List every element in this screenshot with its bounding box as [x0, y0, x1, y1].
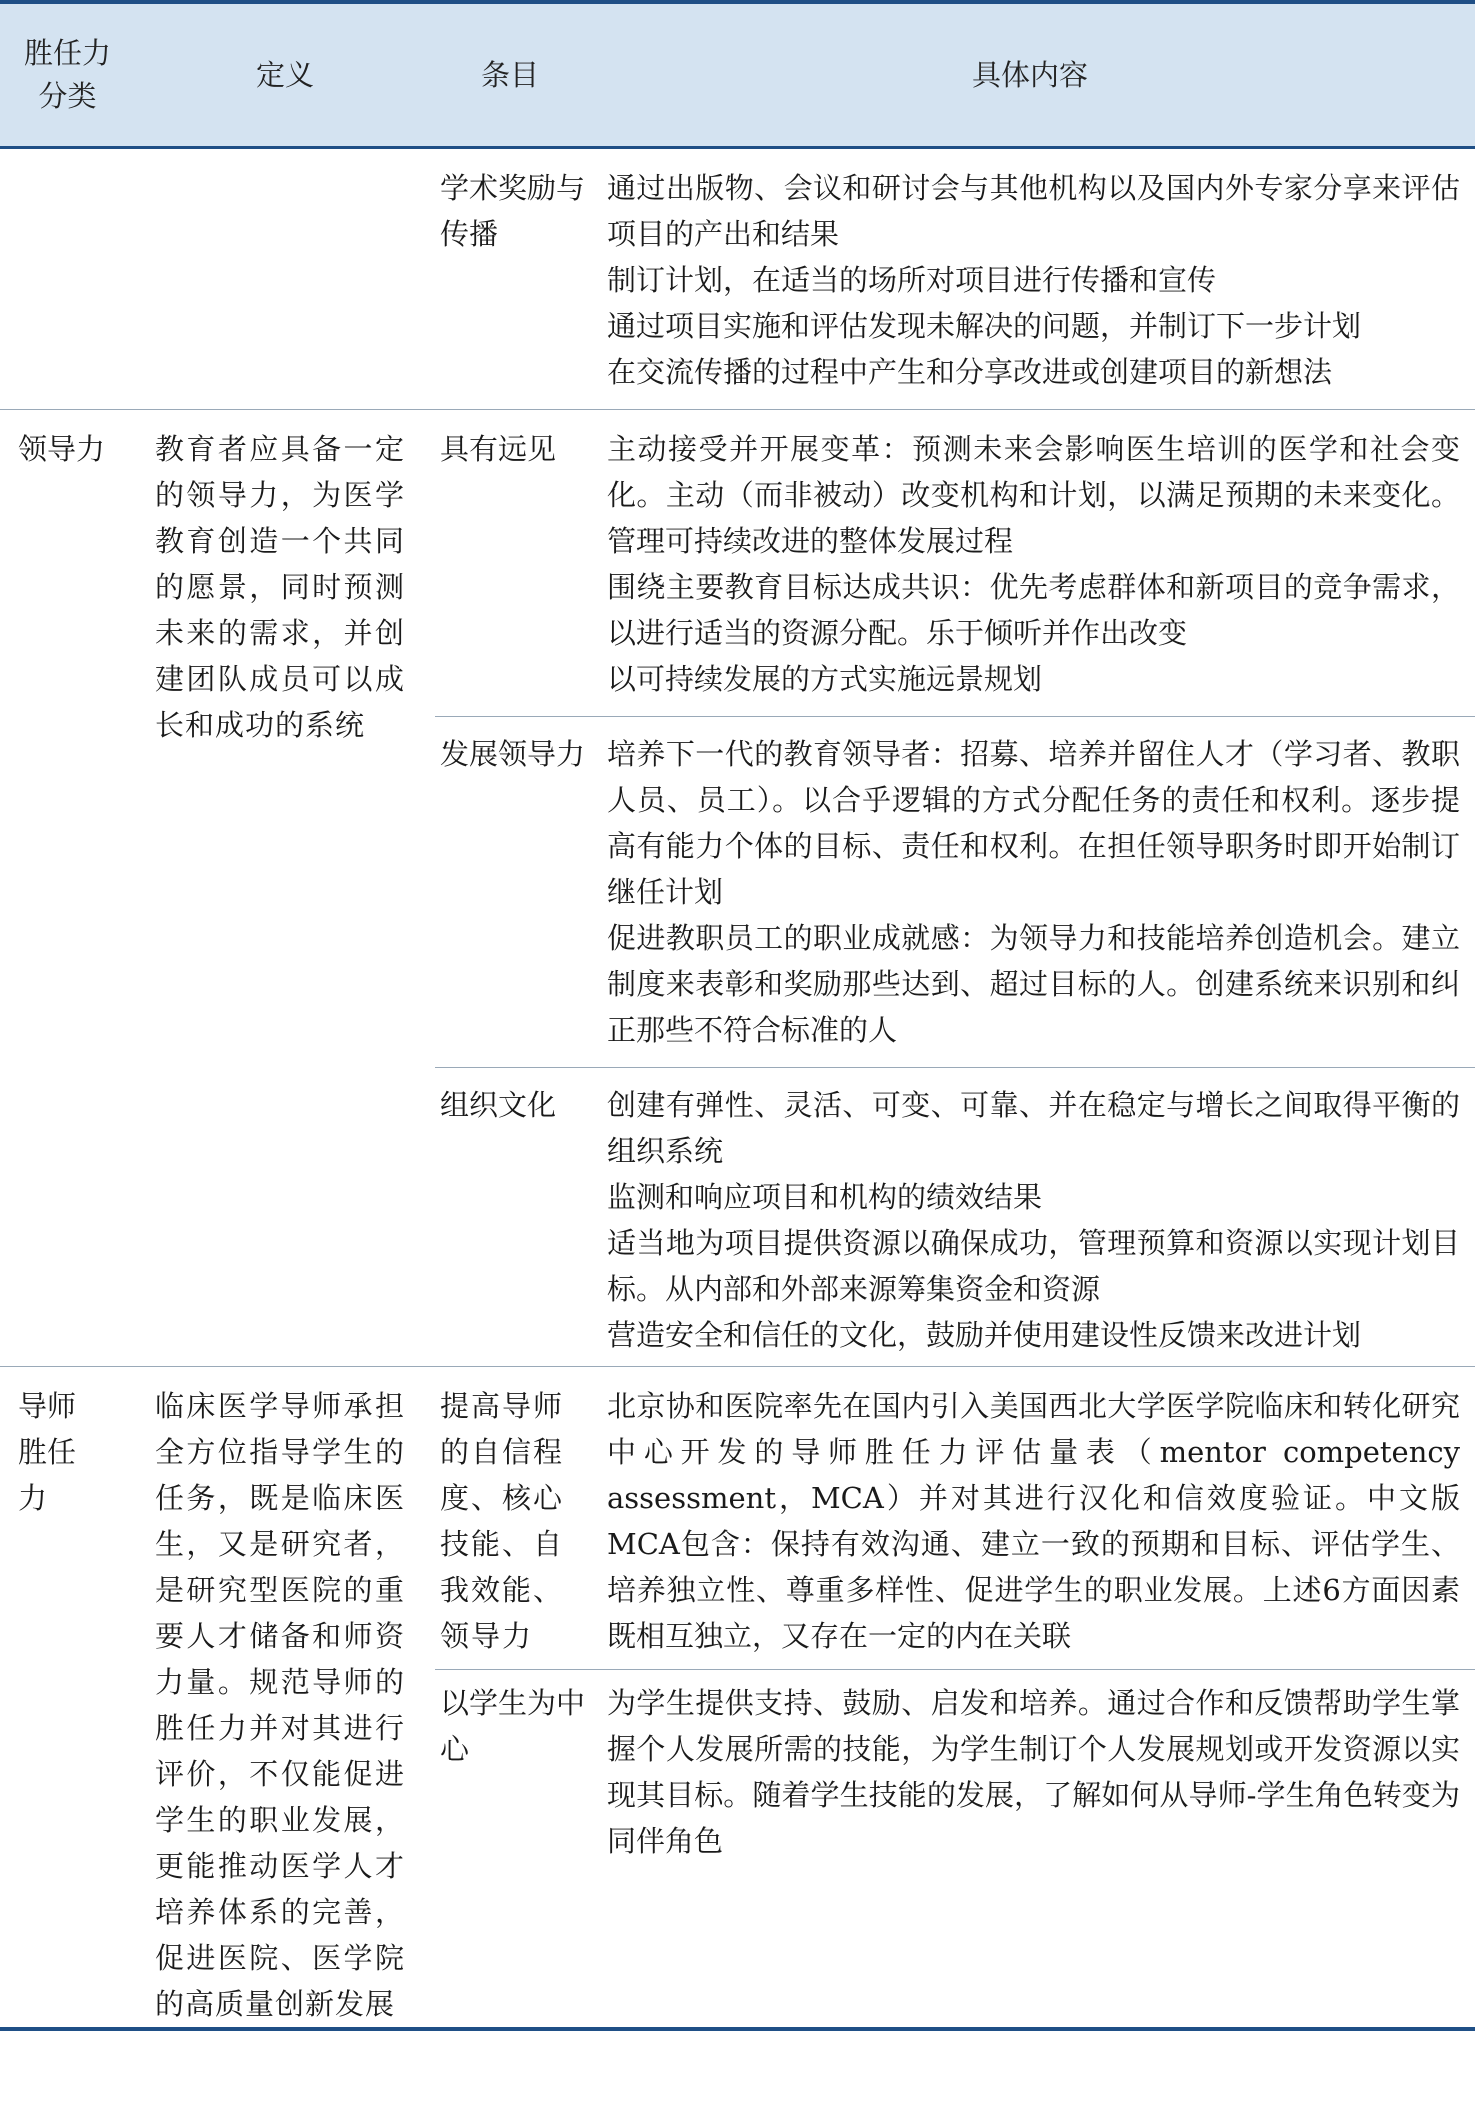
content-line: 创建有弹性、灵活、可变、可靠、并在稳定与增长之间取得平衡的组织系统: [607, 1088, 1460, 1168]
row-item-label: 以学生为中心: [440, 1686, 586, 1766]
content-line: 促进教职员工的职业成就感：为领导力和技能培养创造机会。建立制度来表彰和奖励那些达到、超过目标的人。创建系统来识别和纠正那些不符合标准的人: [607, 921, 1460, 1047]
table-section: [0, 409, 1475, 1366]
content-line: 以可持续发展的方式实施远景规划: [607, 662, 1043, 696]
row-content: [585, 1367, 1475, 1669]
row-item-label: 组织文化: [440, 1088, 557, 1122]
content-line: 通过出版物、会议和研讨会与其他机构以及国内外专家分享来评估项目的产出和结果: [607, 171, 1460, 251]
competency-definition: 临床医学导师承担全方位指导学生的任务，既是临床医生，又是研究者，是研究型医院的重要人才储备和师资力量。规范导师的胜任力并对其进行评价，不仅能促进学生的职业发展，更能推动医学人才培养体系的完善，促进医院、医学院的高质量创新发展: [155, 1389, 405, 2021]
content-line: 围绕主要教育目标达成共识：优先考虑群体和新项目的竞争需求，以进行适当的资源分配。乐于倾听并作出改变: [607, 570, 1460, 650]
header-item: 条目: [480, 57, 539, 92]
table-header: [0, 4, 1475, 146]
content-line: 在交流传播的过程中产生和分享改进或创建项目的新想法: [607, 355, 1333, 389]
header-content: 具体内容: [971, 57, 1088, 92]
content-line: 主动接受并开展变革：预测未来会影响医生培训的医学和社会变化。主动（而非被动）改变机构和计划，以满足预期的未来变化。管理可持续改进的整体发展过程: [607, 432, 1460, 558]
row-content: [585, 1068, 1475, 1366]
table-row: [435, 149, 1475, 409]
competency-category: 领导力: [18, 432, 106, 466]
competency-category: 导师胜任力: [18, 1389, 77, 1515]
table-row: [435, 1067, 1475, 1366]
row-content: [585, 1670, 1475, 1878]
row-content: [585, 717, 1475, 1067]
row-item-label: 具有远见: [440, 432, 557, 466]
row-item-label: 发展领导力: [440, 737, 586, 771]
content-line: 通过项目实施和评估发现未解决的问题，并制订下一步计划: [607, 309, 1362, 343]
row-item-label: 学术奖励与传播: [440, 171, 586, 251]
content-line: 为学生提供支持、鼓励、启发和培养。通过合作和反馈帮助学生掌握个人发展所需的技能，为学生制订个人发展规划或开发资源以实现其目标。随着学生技能的发展，了解如何从导师-学生角色转变为同伴角色: [607, 1686, 1460, 1858]
table-row: [435, 410, 1475, 716]
content-line: 适当地为项目提供资源以确保成功，管理预算和资源以实现计划目标。从内部和外部来源筹集资金和资源: [607, 1226, 1460, 1306]
competency-category: [0, 149, 135, 409]
table-row: [435, 1367, 1475, 1669]
table-row: [435, 1669, 1475, 1878]
table-section: [0, 1366, 1475, 2027]
table-body: [0, 149, 1475, 2027]
table-bottom-rule: [0, 2027, 1475, 2031]
section-rows: [435, 1367, 1475, 2027]
competency-definition: [135, 149, 435, 409]
section-rows: [435, 410, 1475, 1366]
content-line: 培养下一代的教育领导者：招募、培养并留住人才（学习者、教职人员、员工）。以合乎逻辑的方式分配任务的责任和权利。逐步提高有能力个体的目标、责任和权利。在担任领导职务时即开始制订继任计划: [607, 737, 1460, 909]
content-line: 北京协和医院率先在国内引入美国西北大学医学院临床和转化研究中心开发的导师胜任力评估量表（mentor competency assessment，MCA）并对其进行汉化和信效度验证。中文版MCA包含：保持有效沟通、建立一致的预期和目标、评估学生、培养独立性、尊重多样性、促进学生的职业发展。上述6方面因素既相互独立，又存在一定的内在关联: [607, 1389, 1460, 1653]
content-line: 营造安全和信任的文化，鼓励并使用建设性反馈来改进计划: [607, 1318, 1362, 1352]
header-category: 胜任力分类: [23, 36, 111, 113]
section-rows: [435, 149, 1475, 409]
table-section: [0, 149, 1475, 409]
row-content: [585, 149, 1475, 409]
row-item-label: 提高导师的自信程度、核心技能、自我效能、领导力: [440, 1389, 565, 1653]
table-row: [435, 716, 1475, 1067]
content-line: 监测和响应项目和机构的绩效结果: [607, 1180, 1043, 1214]
competency-definition: 教育者应具备一定的领导力，为医学教育创造一个共同的愿景，同时预测未来的需求，并创建团队成员可以成长和成功的系统: [155, 432, 405, 742]
content-line: 制订计划，在适当的场所对项目进行传播和宣传: [607, 263, 1217, 297]
header-definition: 定义: [255, 57, 314, 92]
row-content: [585, 410, 1475, 716]
